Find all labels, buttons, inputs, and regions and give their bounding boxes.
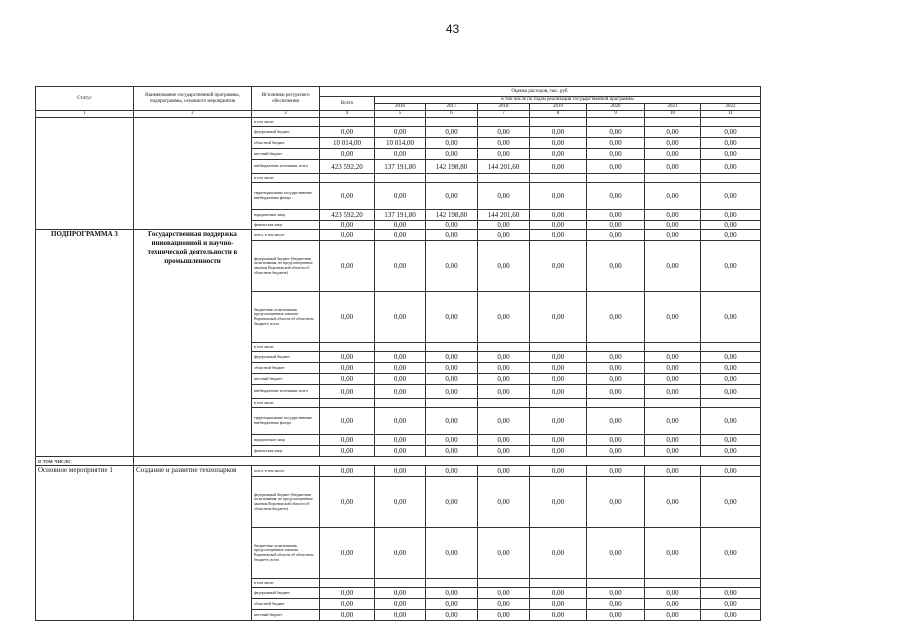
value-cell: 0,00 [375,435,426,446]
value-cell: 0,00 [426,352,478,363]
value-cell: 0,00 [530,363,587,374]
value-cell [426,174,478,183]
value-cell: 0,00 [320,610,375,621]
value-cell: 0,00 [426,466,478,477]
value-cell: 423 592,20 [320,160,375,174]
value-cell [701,579,761,588]
value-cell [530,118,587,127]
value-cell: 0,00 [645,138,701,149]
value-cell: 0,00 [530,241,587,292]
source-label: федеральный бюджет (бюджетные ассигнования, не предусмотренные законом Воронежской области об областном бюджете) [252,241,320,292]
value-cell [587,399,645,408]
value-cell: 0,00 [478,466,530,477]
value-cell: 0,00 [530,588,587,599]
value-cell [645,174,701,183]
source-label: внебюджетные источники, всего [252,385,320,399]
source-label: в том числе: [252,174,320,183]
value-cell: 0,00 [320,352,375,363]
value-cell [645,399,701,408]
source-label: юридические лица [252,210,320,221]
value-cell: 0,00 [587,477,645,528]
value-cell: 0,00 [587,446,645,457]
source-label: физические лица [252,446,320,457]
value-cell: 0,00 [645,610,701,621]
header-year: 2020 [587,104,645,111]
value-cell: 142 198,80 [426,210,478,221]
value-cell: 0,00 [645,160,701,174]
source-label: в том числе: [252,399,320,408]
value-cell [375,343,426,352]
value-cell: 0,00 [478,599,530,610]
status-cell: Основное мероприятие 1 [36,466,134,621]
value-cell: 0,00 [645,221,701,230]
value-cell: 0,00 [426,435,478,446]
value-cell: 0,00 [375,127,426,138]
value-cell: 10 014,00 [375,138,426,149]
value-cell: 0,00 [426,374,478,385]
value-cell: 0,00 [320,435,375,446]
value-cell: 0,00 [375,352,426,363]
value-cell: 0,00 [587,466,645,477]
source-label: местный бюджет [252,610,320,621]
value-cell: 0,00 [701,210,761,221]
source-label: территориальные государственные внебюджетные фонды [252,408,320,435]
value-cell: 0,00 [645,435,701,446]
value-cell: 0,00 [426,183,478,210]
value-cell [478,579,530,588]
value-cell: 0,00 [530,528,587,579]
value-cell: 0,00 [320,241,375,292]
value-cell: 0,00 [375,385,426,399]
value-cell: 142 198,80 [426,160,478,174]
value-cell: 0,00 [587,127,645,138]
value-cell: 0,00 [530,149,587,160]
value-cell: 0,00 [478,477,530,528]
status-cell [36,118,134,230]
value-cell [530,343,587,352]
value-cell: 0,00 [320,588,375,599]
value-cell: 0,00 [587,241,645,292]
header-by-years: в том числе по годам реализации государственной программы [375,97,761,104]
value-cell: 0,00 [587,363,645,374]
value-cell: 0,00 [426,385,478,399]
source-label: федеральный бюджет [252,588,320,599]
value-cell: 0,00 [645,127,701,138]
value-cell: 0,00 [587,374,645,385]
value-cell: 144 201,60 [478,160,530,174]
value-cell: 0,00 [701,352,761,363]
value-cell: 0,00 [530,599,587,610]
value-cell [645,343,701,352]
value-cell [375,174,426,183]
value-cell: 0,00 [645,477,701,528]
value-cell: 0,00 [375,183,426,210]
value-cell: 0,00 [478,408,530,435]
value-cell: 0,00 [587,408,645,435]
value-cell: 0,00 [587,292,645,343]
source-label: местный бюджет [252,374,320,385]
value-cell: 0,00 [478,149,530,160]
value-cell: 0,00 [375,588,426,599]
value-cell: 0,00 [587,210,645,221]
value-cell [701,174,761,183]
value-cell: 0,00 [587,221,645,230]
source-label: бюджетные ассигнования, предусмотренные законом Воронежской области об областном бюджете, всего [252,292,320,343]
value-cell: 0,00 [530,127,587,138]
value-cell: 0,00 [587,588,645,599]
header-status: Статус [36,87,134,111]
value-cell: 0,00 [375,241,426,292]
value-cell: 0,00 [701,477,761,528]
value-cell: 0,00 [426,221,478,230]
value-cell: 0,00 [320,292,375,343]
table-row [36,230,761,241]
source-label: всего, в том числе: [252,466,320,477]
value-cell: 0,00 [426,610,478,621]
value-cell: 0,00 [375,363,426,374]
value-cell: 0,00 [701,183,761,210]
header-sources: Источники ресурсного обеспечения [252,87,320,111]
value-cell: 0,00 [320,599,375,610]
table-row [36,466,761,477]
value-cell: 0,00 [701,160,761,174]
value-cell: 0,00 [478,183,530,210]
value-cell [426,343,478,352]
value-cell: 0,00 [375,221,426,230]
value-cell: 0,00 [645,230,701,241]
source-label: федеральный бюджет [252,127,320,138]
value-cell: 0,00 [375,374,426,385]
header-year: 2019 [530,104,587,111]
section-separator-row [36,457,761,466]
value-cell: 0,00 [701,374,761,385]
value-cell: 0,00 [320,374,375,385]
separator-fill [134,457,761,466]
value-cell: 0,00 [701,241,761,292]
value-cell: 0,00 [375,149,426,160]
value-cell: 0,00 [701,138,761,149]
value-cell: 0,00 [645,183,701,210]
program-name-cell: Создание и развитие технопарков [134,466,252,621]
column-number: 11 [701,111,761,118]
value-cell: 0,00 [530,435,587,446]
status-cell: ПОДПРОГРАММА 3 [36,230,134,457]
value-cell: 0,00 [587,610,645,621]
value-cell [426,118,478,127]
source-label: федеральный бюджет [252,352,320,363]
value-cell: 0,00 [320,446,375,457]
source-label: областной бюджет [252,363,320,374]
value-cell: 0,00 [426,528,478,579]
value-cell: 0,00 [478,292,530,343]
value-cell: 0,00 [645,352,701,363]
value-cell: 0,00 [645,408,701,435]
value-cell: 0,00 [375,528,426,579]
value-cell: 0,00 [701,230,761,241]
value-cell: 0,00 [320,183,375,210]
value-cell: 0,00 [587,385,645,399]
program-name-cell [134,118,252,230]
value-cell [701,118,761,127]
value-cell: 0,00 [530,408,587,435]
budget-table [35,86,761,621]
source-label: областной бюджет [252,599,320,610]
value-cell: 0,00 [426,599,478,610]
value-cell: 0,00 [701,588,761,599]
value-cell [587,118,645,127]
value-cell: 0,00 [375,610,426,621]
value-cell: 0,00 [701,408,761,435]
source-label: в том числе: [252,118,320,127]
value-cell: 0,00 [587,230,645,241]
column-number: 2 [134,111,252,118]
value-cell: 137 191,80 [375,160,426,174]
program-name-cell: Государственная поддержка инновационной и научно-технической деятельности в промышленности [134,230,252,457]
value-cell: 0,00 [530,385,587,399]
value-cell: 0,00 [320,408,375,435]
value-cell: 0,00 [701,385,761,399]
value-cell: 0,00 [701,292,761,343]
column-number: 5 [375,111,426,118]
source-label: физические лица [252,221,320,230]
section-separator-label: в том числе: [36,457,134,466]
value-cell: 0,00 [478,221,530,230]
value-cell [320,343,375,352]
value-cell: 0,00 [320,230,375,241]
value-cell: 0,00 [645,241,701,292]
value-cell: 0,00 [375,466,426,477]
value-cell: 0,00 [701,599,761,610]
source-label: федеральный бюджет (бюджетные ассигнования, не предусмотренные законом Воронежской области об областном бюджете) [252,477,320,528]
value-cell: 0,00 [320,127,375,138]
value-cell: 0,00 [320,363,375,374]
value-cell: 0,00 [478,588,530,599]
value-cell [478,343,530,352]
value-cell: 0,00 [645,363,701,374]
value-cell: 0,00 [701,610,761,621]
value-cell: 0,00 [375,292,426,343]
column-number: 7 [478,111,530,118]
value-cell: 0,00 [375,599,426,610]
value-cell: 0,00 [701,149,761,160]
value-cell: 0,00 [530,183,587,210]
header-total: Всего [320,97,375,111]
source-label: бюджетные ассигнования, предусмотренные законом Воронежской области об областном бюджете, всего [252,528,320,579]
value-cell [645,579,701,588]
column-number: 8 [530,111,587,118]
value-cell [587,174,645,183]
column-number: 9 [587,111,645,118]
value-cell: 0,00 [478,230,530,241]
value-cell: 0,00 [478,446,530,457]
value-cell: 0,00 [478,127,530,138]
header-name: Наименование государственной программы, подпрограммы, основного мероприятия [134,87,252,111]
value-cell [530,399,587,408]
column-numbers-row [36,111,761,118]
value-cell: 0,00 [320,528,375,579]
value-cell: 0,00 [530,210,587,221]
value-cell: 0,00 [375,408,426,435]
value-cell: 0,00 [478,610,530,621]
value-cell: 0,00 [426,292,478,343]
source-label: областной бюджет [252,138,320,149]
header-year: 2016 [375,104,426,111]
value-cell: 137 191,80 [375,210,426,221]
value-cell: 0,00 [530,610,587,621]
value-cell: 0,00 [426,363,478,374]
value-cell [587,579,645,588]
value-cell: 144 201,60 [478,210,530,221]
value-cell: 0,00 [426,477,478,528]
value-cell: 0,00 [645,374,701,385]
column-number: 1 [36,111,134,118]
value-cell: 0,00 [375,230,426,241]
value-cell: 0,00 [478,528,530,579]
value-cell [701,343,761,352]
value-cell: 0,00 [587,528,645,579]
value-cell: 0,00 [645,446,701,457]
value-cell: 0,00 [426,588,478,599]
value-cell [478,399,530,408]
value-cell: 0,00 [375,477,426,528]
header-year: 2021 [645,104,701,111]
value-cell: 0,00 [530,221,587,230]
value-cell: 0,00 [426,241,478,292]
value-cell [320,399,375,408]
value-cell [645,118,701,127]
source-label: всего, в том числе: [252,230,320,241]
header-year: 2022 [701,104,761,111]
value-cell [701,399,761,408]
value-cell: 0,00 [530,160,587,174]
value-cell: 0,00 [645,292,701,343]
value-cell: 0,00 [645,588,701,599]
value-cell: 0,00 [645,466,701,477]
value-cell: 0,00 [426,408,478,435]
header-year: 2017 [426,104,478,111]
column-number: 3 [252,111,320,118]
value-cell: 0,00 [320,477,375,528]
value-cell: 0,00 [320,221,375,230]
value-cell: 0,00 [645,385,701,399]
value-cell: 0,00 [530,374,587,385]
value-cell [320,174,375,183]
value-cell: 0,00 [478,352,530,363]
value-cell [320,118,375,127]
value-cell [375,579,426,588]
value-cell: 0,00 [701,127,761,138]
value-cell: 0,00 [530,477,587,528]
value-cell: 0,00 [587,435,645,446]
header-estimate: Оценка расходов, тыс. руб. [320,87,761,97]
value-cell: 0,00 [478,435,530,446]
value-cell: 0,00 [320,385,375,399]
value-cell: 0,00 [478,374,530,385]
column-number: 4 [320,111,375,118]
value-cell: 0,00 [426,149,478,160]
value-cell: 0,00 [645,149,701,160]
source-label: в том числе: [252,579,320,588]
value-cell: 0,00 [530,352,587,363]
source-label: юридические лица [252,435,320,446]
value-cell: 0,00 [645,599,701,610]
value-cell: 0,00 [587,599,645,610]
table-row [36,118,761,127]
value-cell: 0,00 [530,292,587,343]
value-cell: 0,00 [320,466,375,477]
value-cell: 0,00 [701,446,761,457]
value-cell: 0,00 [587,183,645,210]
value-cell: 0,00 [530,466,587,477]
value-cell: 0,00 [478,363,530,374]
value-cell: 0,00 [701,435,761,446]
source-label: местный бюджет [252,149,320,160]
source-label: внебюджетные источники, всего [252,160,320,174]
value-cell: 0,00 [701,466,761,477]
value-cell: 0,00 [478,138,530,149]
column-number: 10 [645,111,701,118]
value-cell: 0,00 [478,385,530,399]
value-cell: 0,00 [587,149,645,160]
value-cell: 0,00 [426,446,478,457]
value-cell: 0,00 [587,352,645,363]
value-cell [587,343,645,352]
value-cell: 0,00 [530,138,587,149]
header-year: 2018 [478,104,530,111]
value-cell: 10 014,00 [320,138,375,149]
value-cell: 0,00 [701,363,761,374]
source-label: в том числе: [252,343,320,352]
value-cell: 0,00 [587,160,645,174]
page-number: 43 [445,22,460,36]
value-cell: 0,00 [701,221,761,230]
value-cell: 0,00 [701,528,761,579]
value-cell [426,399,478,408]
value-cell: 0,00 [426,127,478,138]
value-cell: 0,00 [530,446,587,457]
value-cell: 0,00 [426,230,478,241]
value-cell: 0,00 [645,528,701,579]
value-cell: 0,00 [375,446,426,457]
value-cell: 0,00 [426,138,478,149]
value-cell: 0,00 [320,149,375,160]
value-cell: 0,00 [645,210,701,221]
value-cell [530,579,587,588]
value-cell [426,579,478,588]
value-cell [478,118,530,127]
value-cell [530,174,587,183]
source-label: территориальные государственные внебюджетные фонды [252,183,320,210]
value-cell [320,579,375,588]
value-cell: 0,00 [530,230,587,241]
value-cell: 0,00 [587,138,645,149]
value-cell: 423 592,20 [320,210,375,221]
value-cell [478,174,530,183]
value-cell [375,399,426,408]
column-number: 6 [426,111,478,118]
value-cell: 0,00 [478,241,530,292]
value-cell [375,118,426,127]
